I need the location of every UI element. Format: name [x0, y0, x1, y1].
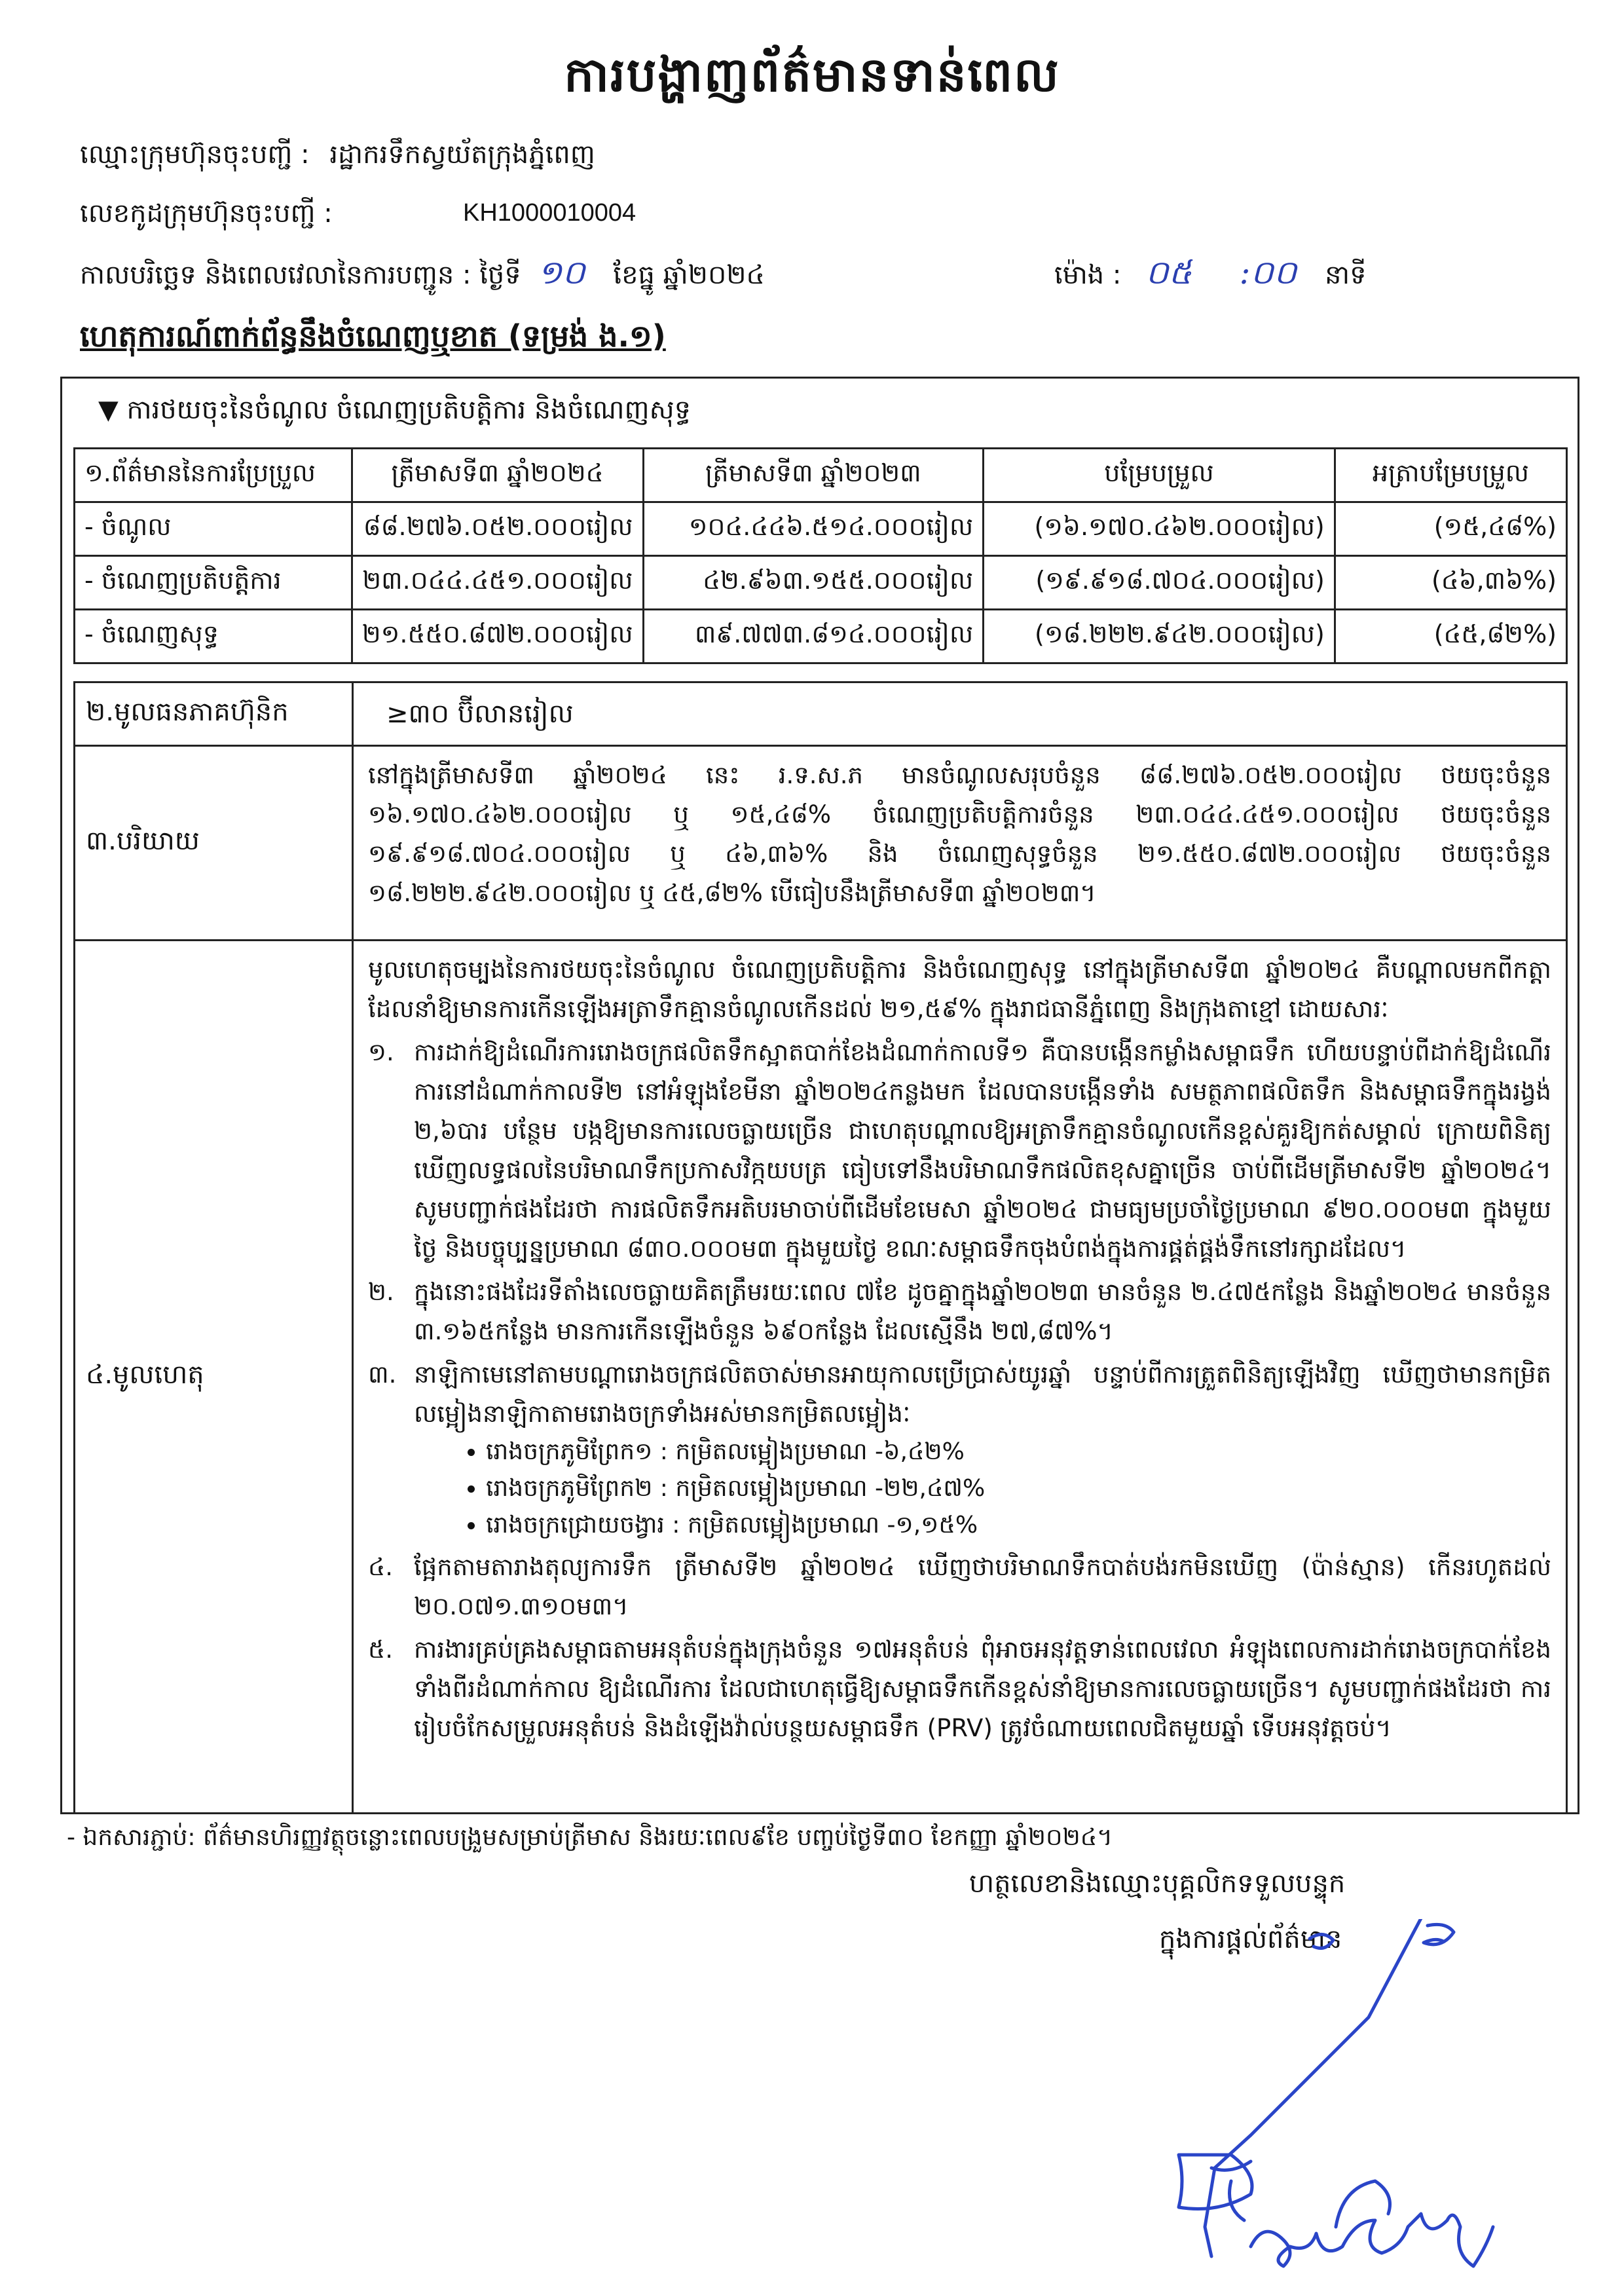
company-name-row [80, 138, 595, 176]
reasons-row [73, 939, 1568, 1814]
company-code-label: លេខកូដក្រុមហ៊ុនចុះបញ្ជី : [80, 198, 333, 229]
list-item: • រោងចក្រភូមិព្រែក២ : កម្រិតលម្អៀងប្រមាណ -២២,៤៧% [486, 1470, 1551, 1507]
column-header: ត្រីមាសទី៣ ឆ្នាំ២០២៤ [352, 449, 643, 502]
row-label: - ចំណេញសុទ្ធ [75, 610, 352, 663]
submission-time-label: ម៉ោង : [1054, 260, 1122, 290]
submission-day: ១០ [537, 253, 585, 291]
cell-q3-2024: ៨៨.២៧៦.០៥២.០០០រៀល [352, 502, 643, 556]
reason-text: នាឡិកាមេនៅតាមបណ្តារោងចក្រផលិតចាស់មានអាយុកាលប្រើប្រាស់យូរឆ្នាំ បន្ទាប់ពីការត្រួតពិនិត្យឡើងវិញ ឃើញថាមានកម្រិតលម្អៀងនាឡិកាតាមរោងចក្រទាំងអស់មានកម្រិតលម្អៀងៈ [414, 1360, 1551, 1428]
reason-text: ក្នុងនោះផងដែរទីតាំងលេចធ្លាយគិតត្រឹមរយៈពេល ៧ខែ ដូចគ្នាក្នុងឆ្នាំ២០២៣ មានចំនួន ២.៤៧៥កន្លែង និងឆ្នាំ២០២៤ មានចំនួន ៣.១៦៥កន្លែង មានការកើនឡើងចំនួន ៦៩០កន្លែង ដែលស្មើនឹង ២៧,៨៧%។ [414, 1278, 1551, 1345]
meter-deviation-list [453, 1434, 1551, 1544]
reason-item [368, 1630, 1551, 1748]
reason-item [368, 1548, 1551, 1626]
signature-stroke [1205, 1919, 1428, 2256]
reason-text: ការដាក់ឱ្យដំណើរការរោងចក្រផលិតទឹកស្អាតបាក់ខែងដំណាក់កាលទី១ គឺបានបង្កើនកម្លាំងសម្ពាធទឹក ហើយបន្ទាប់ពីដាក់ឱ្យដំណើរការនៅដំណាក់កាលទី២ នៅអំឡុងខែមីនា ឆ្នាំ២០២៤កន្លងមក ដែលបានបង្កើនទាំង សមត្ថភាពផលិតទឹក និងសម្ពាធទឹកក្នុងរង្វង់ ២,៦បារ បន្ថែម បង្កឱ្យមានការលេចធ្លាយច្រើន ជាហេតុបណ្តាលឱ្យអត្រាទឹកគ្មានចំណូលកើនខ្ពស់គួរឱ្យកត់សម្គាល់ ក្រោយពិនិត្យឃើញលទ្ធផលនៃបរិមាណទឹកប្រកាសវិក្កយបត្រ ធៀបទៅនឹងបរិមាណទឹកផលិតខុសគ្នាច្រើន ចាប់ពីដើមត្រីមាសទី២ ឆ្នាំ២០២៤។ សូមបញ្ជាក់ផងដែរថា ការផលិតទឹកអតិបរមាចាប់ពីដើមខែមេសា ឆ្នាំ២០២៤ ជាមធ្យមប្រចាំថ្ងៃប្រមាណ ៩២០.០០០ម៣ ក្នុងមួយថ្ងៃ និងបច្ចុប្បន្នប្រមាណ ៨៣០.០០០ម៣ ក្នុងមួយថ្ងៃ ខណៈសម្ពាធទឹកចុងបំពង់ក្នុងការផ្គត់ផ្គង់ទឹកនៅរក្សាដដែល។ [414, 1038, 1551, 1263]
submission-minute: :០០ [1239, 253, 1297, 291]
cell-rate: (៤៥,៨២%) [1335, 610, 1566, 663]
list-item: • រោងចក្រភូមិព្រែក១ : កម្រិតលម្អៀងប្រមាណ -៦,៤២% [486, 1434, 1551, 1470]
reason-item [368, 1273, 1551, 1351]
capital-value: ≥៣០ ប៊ីលានរៀល [386, 699, 574, 729]
financial-table [73, 447, 1568, 664]
cell-change: (១៨.២២២.៩៤២.០០០រៀល) [984, 610, 1335, 663]
financial-table-header [75, 449, 1567, 502]
reason-item [368, 1033, 1551, 1269]
reason-text: ផ្អែកតាមតារាងតុល្យការទឹក ត្រីមាសទី២ ឆ្នាំ២០២៤ ឃើញថាបរិមាណទឹកបាត់បង់រកមិនឃើញ (ប៉ាន់ស្មាន) កើនរហូតដល់ ២០.០៧១.៣១០ម៣។ [414, 1553, 1551, 1620]
signature-flourish [1336, 2181, 1390, 2227]
signature-caption-line2: ក្នុងការផ្តល់ព័ត៌មាន [1159, 1924, 1342, 1954]
row-label: - ចំណេញប្រតិបត្តិការ [75, 556, 352, 610]
page-title: ការបង្ហាញព័ត៌មានទាន់ពេល [564, 47, 1060, 102]
handwritten-signature [1153, 1919, 1585, 2286]
table-row-operating-profit [75, 556, 1567, 610]
submission-month-year: ខែធ្នូ ឆ្នាំ២០២៤ [613, 260, 765, 290]
signature-caption-line1: ហត្ថលេខានិងឈ្មោះបុគ្គលិកទទួលបន្ទុក [969, 1869, 1346, 1899]
list-item: • រោងចក្រជ្រោយចង្វារ : កម្រិតលម្អៀងប្រមាណ -១,១៥% [486, 1507, 1551, 1544]
table-row-net-profit [75, 610, 1567, 663]
submission-date-label: កាលបរិច្ឆេទ និងពេលវេលានៃការបញ្ជូន : ថ្ងៃទី [80, 260, 521, 290]
cell-q3-2024: ២៣.០៤៤.៤៥១.០០០រៀល [352, 556, 643, 610]
reason-number: ៣. [368, 1360, 397, 1389]
explanation-text: នៅក្នុងត្រីមាសទី៣ ឆ្នាំ២០២៤ នេះ រ.ទ.ស.ភ មានចំណូលសរុបចំនួន ៨៨.២៧៦.០៥២.០០០រៀល ថយចុះចំនួន ១៦.១៧០.៤៦២.០០០រៀល ឬ ១៥,៤៨% ចំណេញប្រតិបត្តិការចំនួន ២៣.០៤៤.៤៥១.០០០រៀល ថយចុះចំនួន ១៩.៩១៨.៧០៤.០០០រៀល ឬ ៤៦,៣៦% និង ចំណេញសុទ្ធចំនួន ២១.៥៥០.៨៧២.០០០រៀល ថយចុះចំនួន ១៨.២២២.៩៤២.០០០រៀល ឬ ៤៥,៨២% បើធៀបនឹងត្រីមាសទី៣ ឆ្នាំ២០២៣។ [368, 761, 1551, 907]
cell-q3-2024: ២១.៥៥០.៨៧២.០០០រៀល [352, 610, 643, 663]
reasons-label: ៤.មូលហេតុ [75, 941, 354, 1812]
submission-hour: ០៥ [1145, 253, 1192, 291]
explanation-label: ៣.បរិយាយ [75, 747, 354, 939]
section-title: ហេតុការណ៍ពាក់ព័ន្ធនឹងចំណេញឬខាត (ទម្រង់ ង.១) [80, 318, 666, 354]
signature-loop [1179, 2155, 1252, 2209]
cell-rate: (១៥,៤៨%) [1335, 502, 1566, 556]
submission-date-row [80, 252, 765, 300]
table-row-revenue [75, 502, 1567, 556]
attachment-note: - ឯកសារភ្ជាប់: ព័ត៌មានហិរញ្ញវត្ថុចន្លោះពេលបង្រួមសម្រាប់ត្រីមាស និងរយៈពេល៩ខែ បញ្ចប់ថ្ងៃទី៣០ ខែកញ្ញា ឆ្នាំ២០២៤។ [67, 1824, 1113, 1851]
reason-number: ៥. [368, 1635, 393, 1664]
cell-rate: (៤៦,៣៦%) [1335, 556, 1566, 610]
reasons-intro: មូលហេតុចម្បងនៃការថយចុះនៃចំណូល ចំណេញប្រតិបត្តិការ និងចំណេញសុទ្ធ នៅក្នុងត្រីមាសទី៣ ឆ្នាំ២០២៤ គឺបណ្តាលមកពីកត្តាដែលនាំឱ្យមានការកើនឡើងអត្រាទឹកគ្មានចំណូលកើនដល់ ២១,៥៩% ក្នុងរាជធានីភ្នំពេញ និងក្រុងតាខ្មៅ ដោយសារៈ [368, 956, 1551, 1023]
capital-row [73, 681, 1568, 747]
company-code-row [80, 196, 637, 235]
cell-q3-2023: ៣៩.៧៧៣.៨១៤.០០០រៀល [643, 610, 984, 663]
reasons-content [354, 941, 1566, 1812]
reason-item [368, 1355, 1551, 1544]
signature-name-stroke [1251, 2214, 1493, 2266]
cell-change: (១៦.១៧០.៤៦២.០០០រៀល) [984, 502, 1335, 556]
financial-heading: ▼ ការថយចុះនៃចំណូល ចំណេញប្រតិបត្តិការ និងចំណេញសុទ្ធ [98, 395, 692, 425]
column-header: ត្រីមាសទី៣ ឆ្នាំ២០២៣ [643, 449, 984, 502]
reason-number: ២. [368, 1278, 394, 1306]
cell-q3-2023: ៤២.៩៦៣.១៥៥.០០០រៀល [643, 556, 984, 610]
capital-label: ២.មូលធនភាគហ៊ុនិក [75, 683, 354, 745]
column-header: បម្រែបម្រួល [984, 449, 1335, 502]
row-label: - ចំណូល [75, 502, 352, 556]
reason-text: ការងារគ្រប់គ្រងសម្ពាធតាមអនុតំបន់ក្នុងក្រុងចំនួន ១៧អនុតំបន់ ពុំអាចអនុវត្តទាន់ពេលវេលា អំឡុងពេលការដាក់រោងចក្របាក់ខែងទាំងពីរដំណាក់កាល ឱ្យដំណើរការ ដែលជាហេតុធ្វើឱ្យសម្ពាធទឹកកើនខ្ពស់នាំឱ្យមានការលេចធ្លាយច្រើន។ សូមបញ្ជាក់ផងដែរថា ការរៀបចំកែសម្រួលអនុតំបន់ និងដំឡើងវ៉ាល់បន្ថយសម្ពាធទឹក (PRV) ត្រូវចំណាយពេលជិតមួយឆ្នាំ ទើបអនុវត្តចប់។ [414, 1635, 1551, 1742]
cell-change: (១៩.៩១៨.៧០៤.០០០រៀល) [984, 556, 1335, 610]
cell-q3-2023: ១០៤.៤៤៦.៥១៤.០០០រៀល [643, 502, 984, 556]
company-code-value: KH1000010004 [463, 199, 637, 227]
company-name-value: រដ្ឋាករទឹកស្វយ័តក្រុងភ្នំពេញ [329, 140, 595, 170]
company-name-label: ឈ្មោះក្រុមហ៊ុនចុះបញ្ជី : [80, 140, 310, 170]
column-header: អត្រាបម្រែបម្រួល [1335, 449, 1566, 502]
reason-number: ៤. [368, 1553, 393, 1581]
minute-unit: នាទី [1325, 260, 1367, 290]
initial-mark [1424, 1924, 1454, 1944]
reason-number: ១. [368, 1038, 394, 1066]
submission-time-row [1054, 252, 1366, 300]
initial-mark-top [1310, 1934, 1333, 1948]
column-header: ១.ព័ត៌មាននៃការប្រែប្រួល [75, 449, 352, 502]
explanation-row [73, 745, 1568, 941]
